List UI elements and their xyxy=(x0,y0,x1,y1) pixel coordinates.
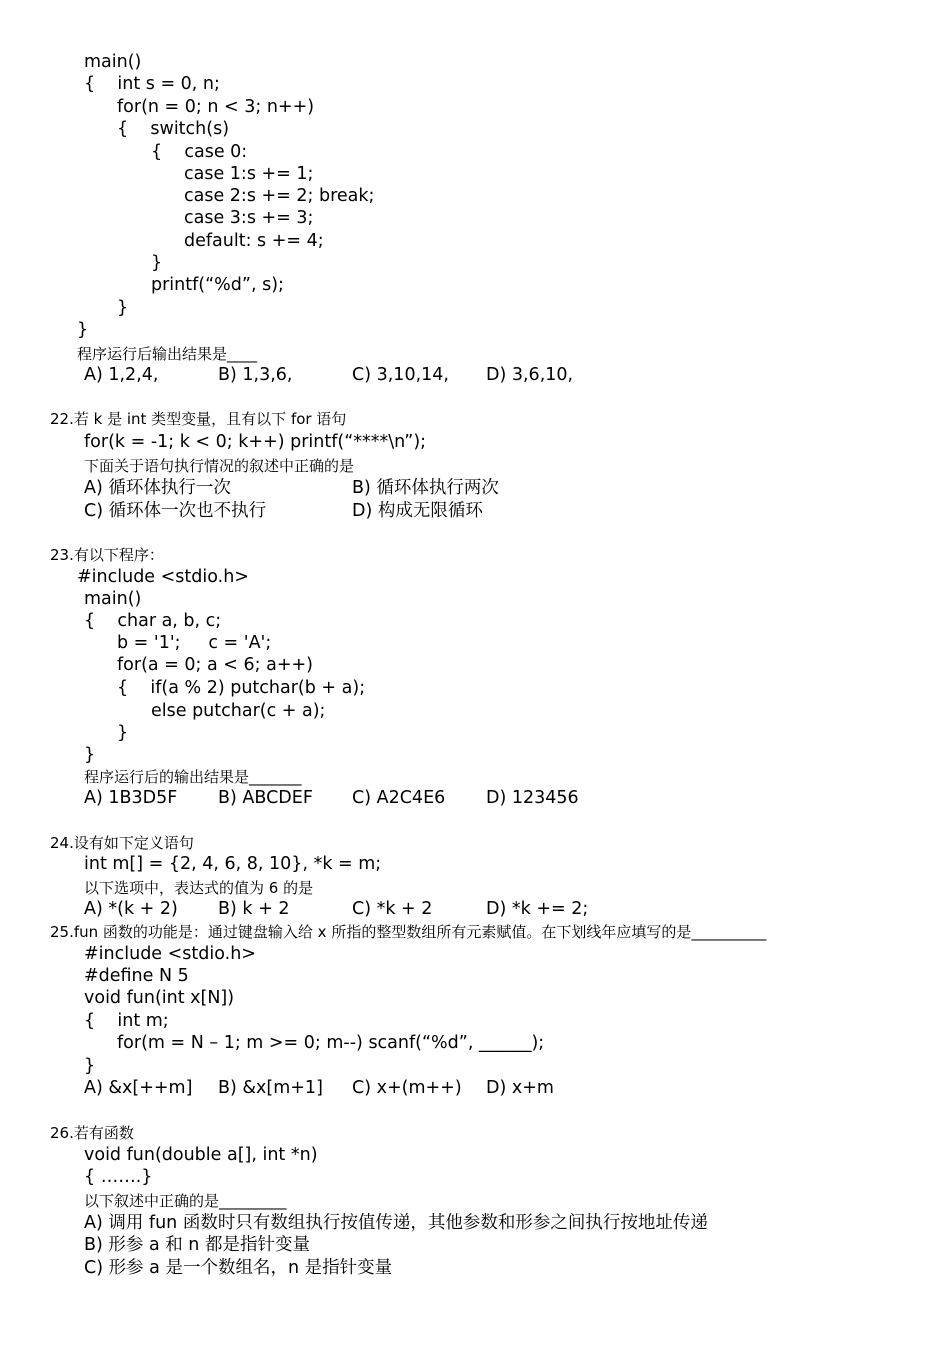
q24-option-a: A) *(k + 2) xyxy=(84,899,178,919)
q21-option-c: C) 3,10,14, xyxy=(352,365,449,385)
q24-code: int m[] = {2, 4, 6, 8, 10}, *k = m; xyxy=(84,854,382,874)
q26-code-line: void fun(double a[], int *n) xyxy=(84,1145,318,1165)
q25-title: 25.fun 函数的功能是：通过键盘输入给 x 所指的整型数组所有元素赋值。在下划线年应填写的是__________ xyxy=(50,923,767,941)
q26-title: 26.若有函数 xyxy=(50,1124,134,1142)
q21-code-line: for(n = 0; n < 3; n++) xyxy=(117,97,315,117)
q23-code-line: { if(a % 2) putchar(b + a); xyxy=(117,678,366,698)
q24-option-d: D) *k += 2; xyxy=(486,899,589,919)
q26-option-b: B) 形参 a 和 n 都是指针变量 xyxy=(84,1235,310,1255)
q24-option-c: C) *k + 2 xyxy=(352,899,433,919)
q25-code-line: { int m; xyxy=(84,1011,169,1031)
q23-code-line: main() xyxy=(84,589,142,609)
q24-prompt: 以下选项中，表达式的值为 6 的是 xyxy=(84,879,314,897)
q22-option-d: D) 构成无限循环 xyxy=(352,501,483,521)
q21-option-d: D) 3,6,10, xyxy=(486,365,574,385)
q23-option-a: A) 1B3D5F xyxy=(84,788,178,808)
q22-title: 22.若 k 是 int 类型变量，且有以下 for 语句 xyxy=(50,410,347,428)
q23-code-line: { char a, b, c; xyxy=(84,611,222,631)
q25-option-c: C) x+(m++) xyxy=(352,1078,462,1098)
q25-code-line: } xyxy=(84,1056,96,1076)
q24-title: 24.设有如下定义语句 xyxy=(50,834,194,852)
q23-code-line: #include <stdio.h> xyxy=(77,567,249,587)
q21-code-line: } xyxy=(151,253,163,273)
q26-option-c: C) 形参 a 是一个数组名，n 是指针变量 xyxy=(84,1258,393,1278)
q22-option-b: B) 循环体执行两次 xyxy=(352,478,499,498)
q26-option-a: A) 调用 fun 函数时只有数组执行按值传递，其他参数和形参之间执行按地址传递 xyxy=(84,1213,708,1233)
q21-code-line: { int s = 0, n; xyxy=(84,74,220,94)
q21-code-line: printf(“%d”, s); xyxy=(151,275,284,295)
q26-prompt: 以下叙述中正确的是_________ xyxy=(84,1192,287,1210)
q21-code-line: { case 0: xyxy=(151,142,248,162)
q21-code-line: case 3:s += 3; xyxy=(184,208,314,228)
q23-option-b: B) ABCDEF xyxy=(218,788,313,808)
q23-code-line: } xyxy=(84,745,96,765)
q21-code-line: { switch(s) xyxy=(117,119,230,139)
q23-code-line: } xyxy=(117,723,129,743)
q21-code-line: } xyxy=(77,320,89,340)
q25-code-line: #include <stdio.h> xyxy=(84,944,256,964)
q21-option-a: A) 1,2,4, xyxy=(84,365,159,385)
q25-code-line: void fun(int x[N]) xyxy=(84,988,235,1008)
q25-code-line: for(m = N – 1; m >= 0; m--) scanf(“%d”, ______); xyxy=(117,1033,545,1053)
q22-prompt: 下面关于语句执行情况的叙述中正确的是 xyxy=(84,457,355,475)
q21-code-line: case 1:s += 1; xyxy=(184,164,314,184)
q21-prompt: 程序运行后输出结果是____ xyxy=(77,345,258,363)
q21-option-b: B) 1,3,6, xyxy=(218,365,293,385)
q21-code-line: case 2:s += 2; break; xyxy=(184,186,375,206)
q22-option-c: C) 循环体一次也不执行 xyxy=(84,501,267,521)
q23-option-d: D) 123456 xyxy=(486,788,579,808)
q24-option-b: B) k + 2 xyxy=(218,899,290,919)
q21-code-line: } xyxy=(117,298,129,318)
q25-option-a: A) &x[++m] xyxy=(84,1078,193,1098)
q25-option-d: D) x+m xyxy=(486,1078,554,1098)
q21-code-line: main() xyxy=(84,52,142,72)
q23-title: 23.有以下程序： xyxy=(50,546,164,564)
q23-code-line: b = '1'; c = 'A'; xyxy=(117,633,272,653)
q21-code-line: default: s += 4; xyxy=(184,231,324,251)
q25-code-line: #define N 5 xyxy=(84,966,189,986)
q22-code: for(k = -1; k < 0; k++) printf(“****\n”); xyxy=(84,432,427,452)
q23-code-line: for(a = 0; a < 6; a++) xyxy=(117,655,313,675)
q23-prompt: 程序运行后的输出结果是_______ xyxy=(84,768,302,786)
q22-option-a: A) 循环体执行一次 xyxy=(84,478,231,498)
q23-option-c: C) A2C4E6 xyxy=(352,788,446,808)
q25-option-b: B) &x[m+1] xyxy=(218,1078,323,1098)
q26-code-line: { …….} xyxy=(84,1167,153,1187)
q23-code-line: else putchar(c + a); xyxy=(151,701,326,721)
